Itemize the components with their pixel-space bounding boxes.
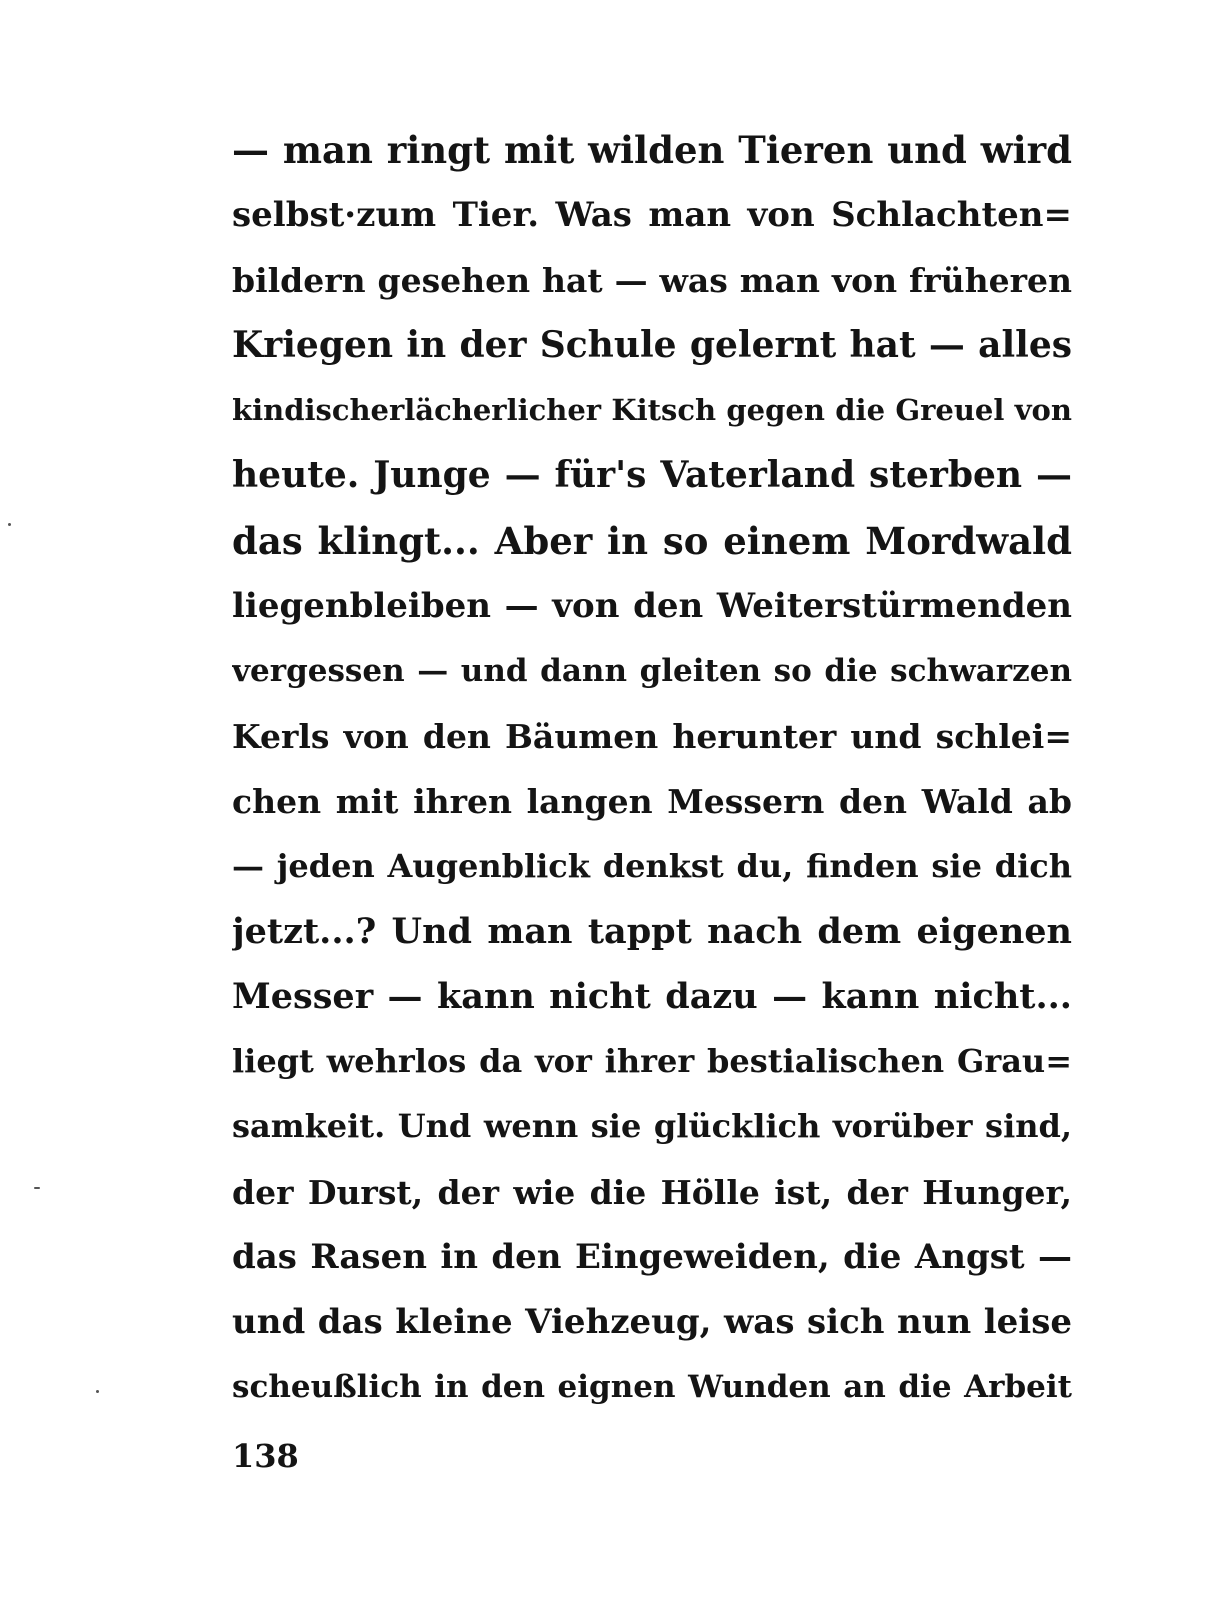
text-line: liegt wehrlos da vor ihrer bestialischen Grau= <box>232 1042 1072 1081</box>
text-line: samkeit. Und wenn sie glücklich vorüber sind, <box>232 1107 1072 1146</box>
body-text <box>232 118 1072 1420</box>
text-line: jetzt...? Und man tappt nach dem eigenen <box>232 911 1072 953</box>
text-line: scheußlich in den eignen Wunden an die Arbeit <box>232 1368 1072 1405</box>
scan-speck <box>34 1187 40 1189</box>
text-line: — jeden Augenblick denkst du, finden sie dich <box>232 847 1072 886</box>
text-line: das klingt... Aber in so einem Mordwald <box>232 518 1072 563</box>
text-line: und das kleine Viehzeug, was sich nun leise <box>232 1301 1072 1342</box>
text-line: heute. Junge — für's Vaterland sterben — <box>232 454 1072 497</box>
page-number: 138 <box>232 1437 299 1475</box>
text-line: das Rasen in den Eingeweiden, die Angst — <box>232 1236 1072 1277</box>
text-line: selbst·zum Tier. Was man von Schlachten= <box>232 195 1072 236</box>
text-line: liegenbleiben — von den Weiterstürmenden <box>232 585 1072 626</box>
scan-speck <box>8 523 11 526</box>
text-line: chen mit ihren langen Messern den Wald ab <box>232 781 1072 821</box>
text-line: vergessen — und dann gleiten so die schwarzen <box>232 652 1072 689</box>
text-line: Messer — kann nicht dazu — kann nicht... <box>232 976 1072 1018</box>
text-line: der Durst, der wie die Hölle ist, der Hunger, <box>232 1172 1072 1212</box>
text-line: bildern gesehen hat — was man von früheren <box>232 261 1072 301</box>
text-line: — man ringt mit wilden Tieren und wird <box>232 128 1072 172</box>
text-line: Kriegen in der Schule gelernt hat — alles <box>232 324 1072 367</box>
text-line: Kerls von den Bäumen herunter und schlei= <box>232 716 1072 756</box>
text-line: kindischerlächerlicher Kitsch gegen die Greuel von <box>232 393 1072 428</box>
scan-speck <box>96 1390 99 1393</box>
